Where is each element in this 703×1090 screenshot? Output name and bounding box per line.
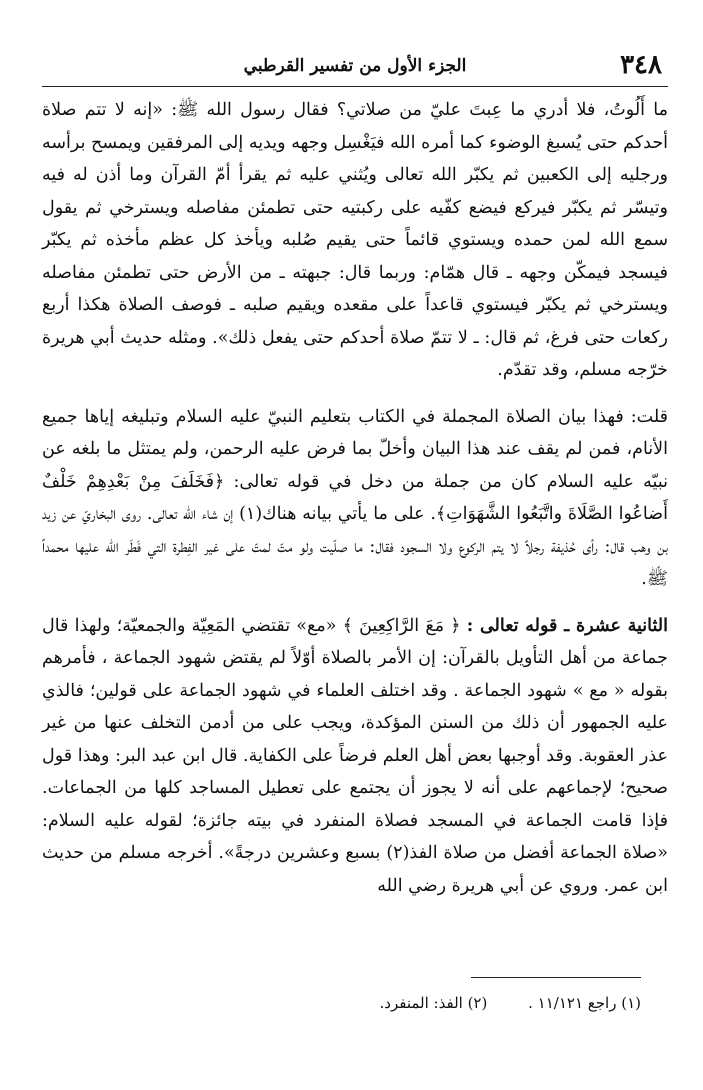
page-body: [42, 94, 668, 916]
footnote: (١) راجع ١١/١٢١ .: [528, 994, 641, 1012]
running-title: الجزء الأول من تفسير القرطبي: [243, 56, 467, 76]
paragraph: [42, 610, 668, 903]
footnote: (٢) الفذ: المنفرد.: [379, 994, 488, 1012]
page-number: ٣٤٨: [620, 50, 662, 80]
paragraph-text: قلت: فهذا بيان الصلاة المجملة في الكتاب بتعليم النبيّ عليه السلام وتبليغه إياها جميع الأنام، فمن لم يقف عند هذا البيان وأخلّ بما فرض عليه الرحمن، ولم يمتثل ما بلغه عن نبيّه عليه السلام كان من جملة من دخل في قوله تعالى: ﴿فَخَلَفَ مِنْ بَعْدِهِمْ خَلْفٌ أَضاعُوا الصَّلَاةَ واتَّبَعُوا الشَّهَوَاتِ﴾. على ما يأتي بيانه هناك(١) إن شاء الله تعالى. روى البخاريّ عن زيد بن وهب قال: رأى حُذيفة رجلاً لا يتم الركوع ولا السجود فقال: ما صلّيت ولو متّ لمتّ على غير الفِطرة التي فَطَر الله عليها محمداً ﷺ.: [42, 406, 668, 589]
paragraph-text: ﴿ مَعَ الرَّاكِعِينَ ﴾ «مع» تقتضي المَعِيّة والجمعيّة؛ ولهذا قال جماعة من أهل التأويل بالقرآن: إن الأمر بالصلاة أوّلاً لم يقتض شهود الجماعة ، فأمرهم بقوله « مع » شهود الجماعة . وقد اختلف العلماء في شهود الجماعة على قولين؛ فالذي عليه الجمهور أن ذلك من السنن المؤكدة، ويجب على من أدمن التخلف عنها من غير عذر العقوبة. وقد أوجبها بعض أهل العلم فرضاً على الكفاية. قال ابن عبد البر: وهذا قول صحيح؛ لإجماعهم على أنه لا يجوز أن يجتمع على تعطيل المساجد كلها من الجماعات. فإذا قامت الجماعة في المسجد فصلاة المنفرد في بيته جائزة؛ لقوله عليه السلام: «صلاة الجماعة أفضل من صلاة الفذ(٢) بسبع وعشرين درجةً». أخرجه مسلم من حديث ابن عمر. وروي عن أبي هريرة رضي الله: [42, 615, 669, 896]
section-heading: الثانية عشرة ـ قوله تعالى :: [466, 615, 668, 636]
paragraph: [42, 401, 668, 596]
paragraph-text: ما أَلُوتُ، فلا أدري ما عِبتَ عليّ من صلاتي؟ فقال رسول الله ﷺ: «إنه لا تتم صلاة أحدكم حتى يُسبغ الوضوء كما أمره الله فيَغْسِل وجهه ويديه إلى المرفقين ويمسح برأسه ورجليه إلى الكعبين ثم يكبّر الله تعالى ويُثني عليه ثم يقرأ أمّ القرآن وما أذن له فيه وتيسّر ثم يكبّر فيركع فيضع كفّيه على ركبتيه حتى تطمئن مفاصله ويسترخي ثم يقول سمع الله لمن حمده ويستوي قائماً حتى يقيم صُلبه ويأخذ كل عظم مأخذه ثم يكبّر فيسجد فيمكّن وجهه ـ قال همّام: وربما قال: جبهته ـ من الأرض حتى تطمئن مفاصله ويسترخي ثم يكبّر فيستوي قاعداً على مقعده ويقيم صلبه ـ فوصف الصلاة هكذا أربع ركعات حتى فرغ، ثم قال: ـ لا تتمّ صلاة أحدكم حتى يفعل ذلك». ومثله حديث أبي هريرة خرّجه مسلم، وقد تقدّم.: [42, 100, 668, 380]
footnote-divider: [471, 977, 641, 978]
page-header: [42, 44, 668, 87]
footnotes: [344, 994, 641, 1012]
paragraph: [42, 94, 668, 387]
